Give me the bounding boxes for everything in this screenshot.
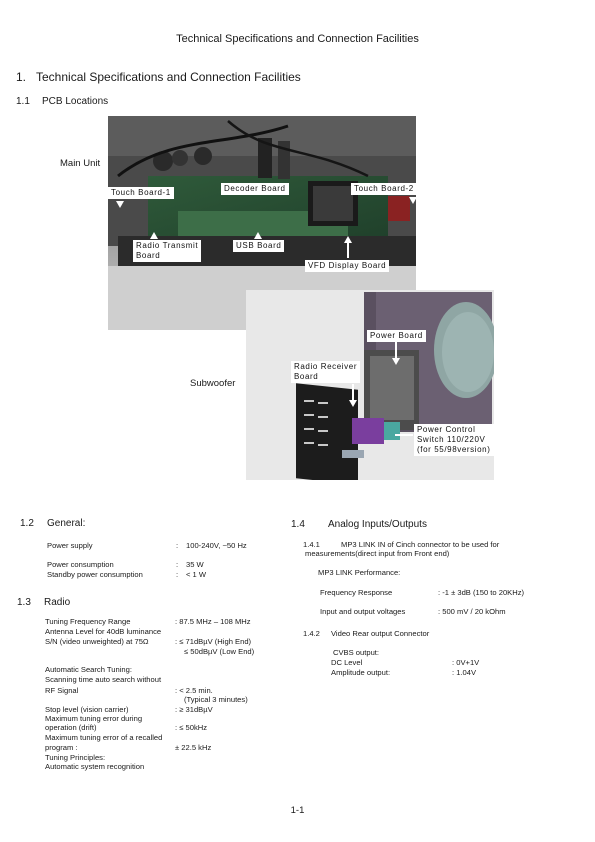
subsection-title: PCB Locations (42, 96, 109, 107)
callout-radio-transmit-line2: Board (136, 251, 161, 260)
radio-spec-line: Stop level (vision carrier) (45, 705, 129, 714)
analog-text: MP3 LINK IN of Cinch connector to be used for (341, 540, 500, 549)
radio-spec-line: Antenna Level for 40dB luminance (45, 627, 162, 636)
callout-radio-receiver-line2: Board (294, 372, 319, 381)
arrow-power-board (392, 358, 400, 365)
radio-spec-value: : 87.5 MHz – 108 MHz (175, 617, 251, 626)
radio-spec-line: program : (45, 743, 78, 752)
callout-touch-board-2: Touch Board-2 (351, 183, 417, 195)
arrow-touch-board-2 (409, 197, 417, 204)
cvbs-heading: CVBS output: (333, 648, 380, 657)
callout-touch-board-1: Touch Board-1 (108, 187, 174, 199)
radio-spec-line: S/N (video unweighted) at 75Ω (45, 637, 149, 646)
analog-label: Frequency Response (320, 588, 393, 597)
analog-value: : 500 mV / 20 kOhm (438, 607, 506, 616)
cvbs-label: DC Level (331, 658, 363, 667)
analog-label: Input and output voltages (320, 607, 406, 616)
callout-vfd-display-board: VFD Display Board (305, 260, 389, 272)
arrow-usb-board (254, 232, 262, 239)
subsubsection-title: Video Rear output Connector (331, 629, 430, 638)
analog-perf-heading: MP3 LINK Performance: (318, 568, 401, 577)
callout-power-control-line1: Power Control (417, 425, 476, 434)
radio-spec-line: Automatic system recognition (45, 762, 145, 771)
cvbs-value: : 0V+1V (452, 658, 480, 667)
page-number: 1-1 (290, 805, 305, 816)
analog-value: : -1 ± 3dB (150 to 20KHz) (438, 588, 525, 597)
callout-radio-receiver (291, 361, 360, 383)
subsection-title: General: (47, 518, 86, 529)
general-value: < 1 W (186, 570, 207, 579)
radio-spec-value: : ≤ 71dBµV (High End) (175, 637, 252, 646)
general-sep: : (176, 541, 179, 550)
radio-spec-line: Tuning Principles: (45, 753, 106, 762)
section-title: Technical Specifications and Connection Facilities (36, 70, 301, 84)
subsection-number: 1.3 (17, 597, 31, 608)
section-number: 1. (16, 70, 27, 84)
page-header: Technical Specifications and Connection Facilities (176, 33, 419, 45)
arrow-radio-transmit (150, 232, 158, 239)
subsection-number: 1.2 (20, 518, 34, 529)
general-label: Standby power consumption (47, 570, 143, 579)
radio-spec-value: : < 2.5 min. (175, 686, 213, 695)
general-value: 35 W (186, 560, 204, 569)
radio-spec-line: operation (drift) (45, 723, 97, 732)
main-unit-label: Main Unit (60, 158, 101, 169)
radio-spec-line: Maximum tuning error of a recalled (45, 733, 163, 742)
general-sep: : (176, 560, 179, 569)
callout-power-control-line2: Switch 110/220V (417, 435, 486, 444)
arrow-touch-board-1 (116, 201, 124, 208)
cvbs-value: : 1.04V (452, 668, 477, 677)
general-sep: : (176, 570, 179, 579)
callout-radio-transmit-line1: Radio Transmit (136, 241, 199, 250)
radio-spec-line: Automatic Search Tuning: (45, 665, 132, 674)
subsection-number: 1.4 (291, 519, 305, 530)
radio-spec-line: Tuning Frequency Range (45, 617, 131, 626)
callout-radio-receiver-line1: Radio Receiver (294, 362, 358, 371)
callout-power-control-line3: (for 55/98version) (417, 445, 491, 454)
callout-usb-board: USB Board (233, 240, 284, 252)
callout-power-control (414, 424, 494, 456)
subwoofer-label: Subwoofer (190, 378, 236, 389)
radio-spec-line: Scanning time auto search without (45, 675, 162, 684)
general-label: Power supply (47, 541, 93, 550)
radio-spec-value: ± 22.5 kHz (175, 743, 212, 752)
callout-radio-transmit (133, 240, 201, 262)
subsection-number: 1.1 (16, 96, 30, 107)
radio-spec-value: : ≤ 50kHz (175, 723, 208, 732)
radio-spec-value: (Typical 3 minutes) (184, 695, 248, 704)
cvbs-label: Amplitude output: (331, 668, 391, 677)
callout-decoder-board: Decoder Board (221, 183, 289, 195)
radio-spec-value: : ≥ 31dBµV (175, 705, 213, 714)
analog-text: measurements(direct input from Front end) (305, 549, 450, 558)
general-label: Power consumption (47, 560, 114, 569)
subsection-title: Analog Inputs/Outputs (328, 519, 427, 530)
radio-spec-line: RF Signal (45, 686, 79, 695)
arrow-radio-receiver (349, 400, 357, 407)
callout-power-board: Power Board (367, 330, 426, 342)
subsubsection-number: 1.4.2 (303, 629, 320, 638)
subsection-title: Radio (44, 597, 71, 608)
subsubsection-number: 1.4.1 (303, 540, 320, 549)
general-value: 100-240V, ~50 Hz (186, 541, 247, 550)
arrow-stem-power-control (395, 434, 413, 436)
arrow-stem-vfd (347, 242, 349, 258)
arrow-vfd-display-board (344, 236, 352, 243)
radio-spec-value: ≤ 50dBµV (Low End) (184, 647, 255, 656)
radio-spec-line: Maximum tuning error during (45, 714, 143, 723)
